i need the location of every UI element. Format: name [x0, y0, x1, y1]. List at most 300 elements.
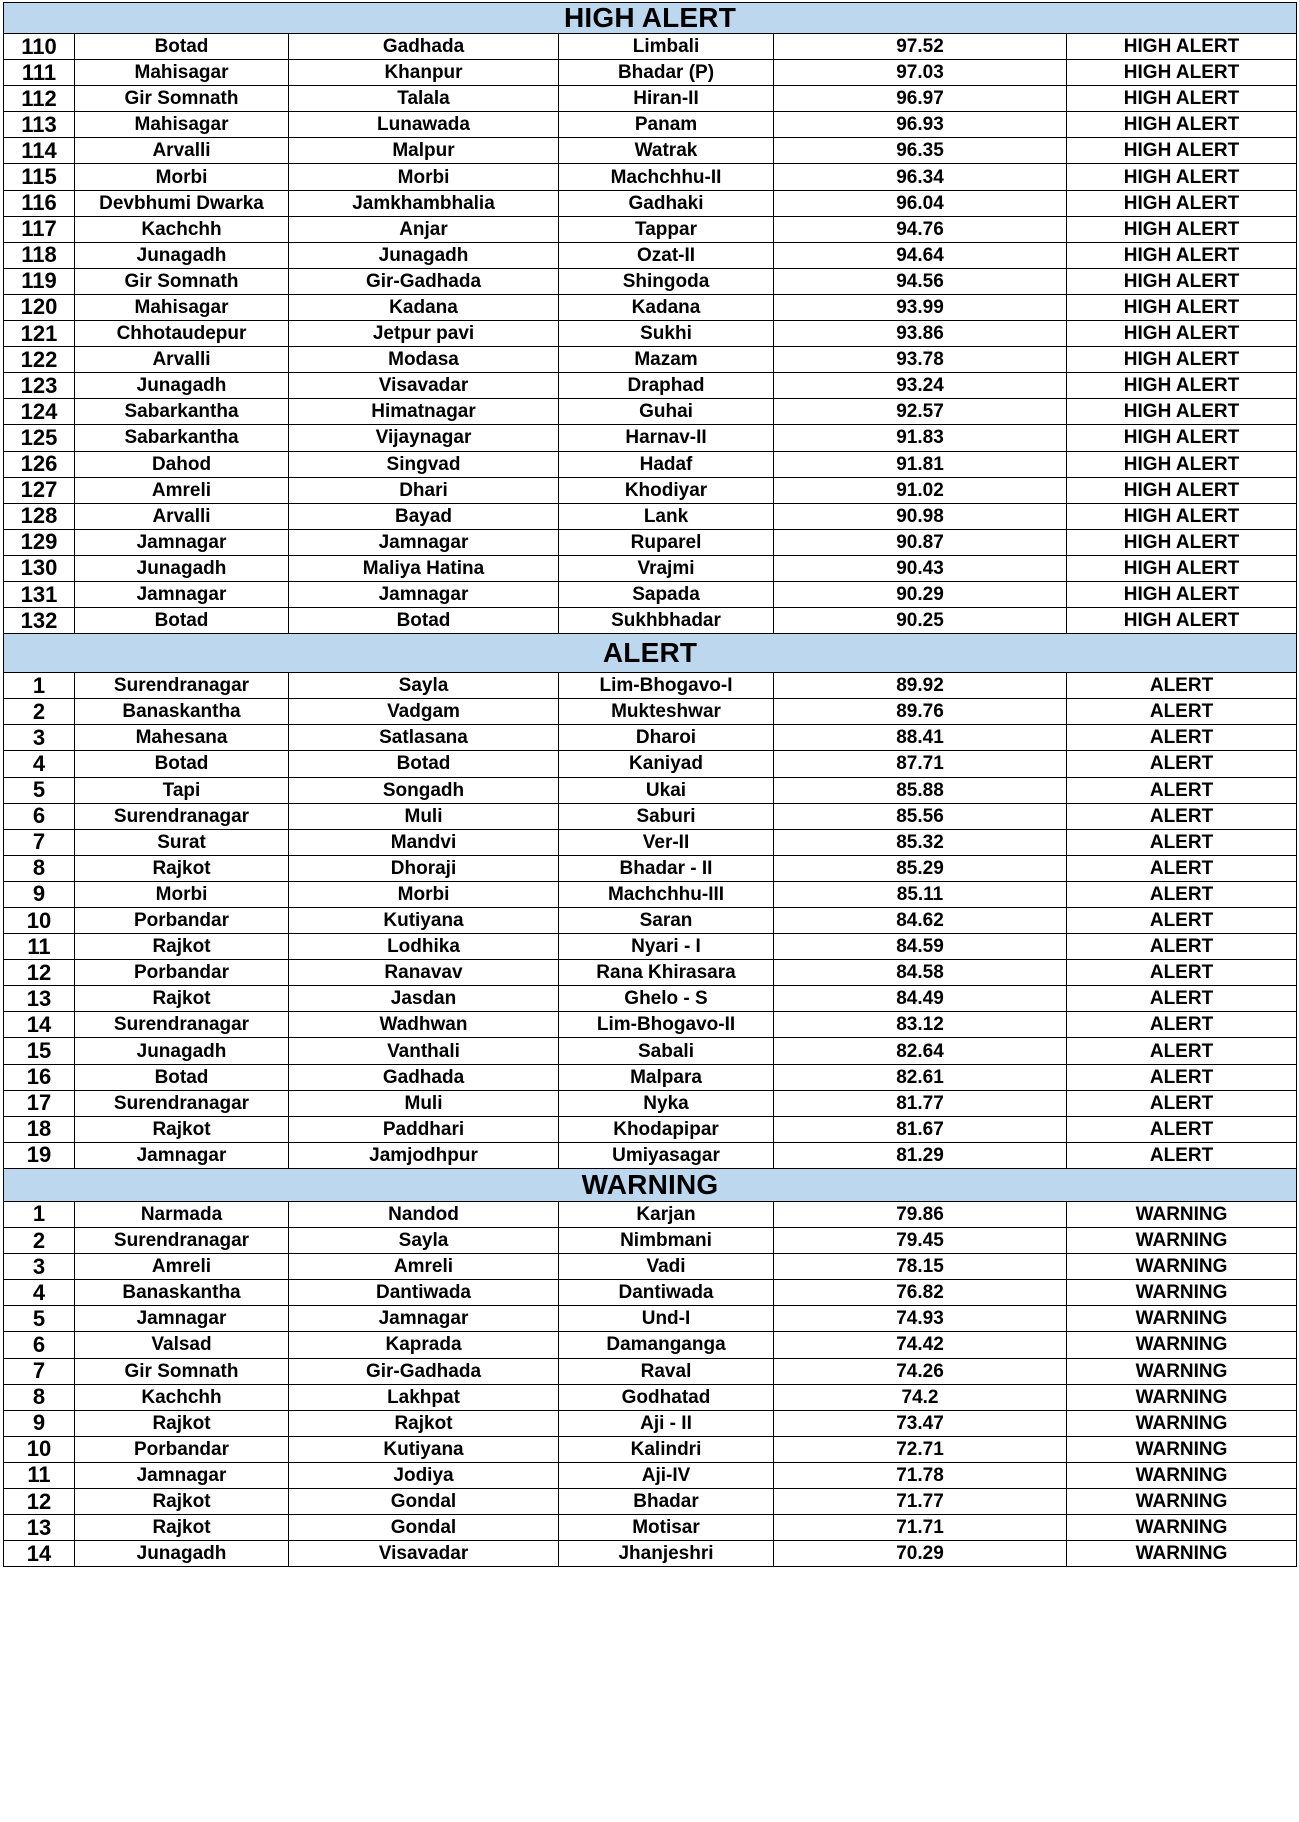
district-cell: Amreli: [75, 1254, 289, 1280]
storage-percent-cell: 96.35: [774, 138, 1067, 164]
storage-percent-cell: 81.77: [774, 1090, 1067, 1116]
dam-status-table: [3, 2, 1297, 1567]
serial-number-cell: 8: [4, 1384, 75, 1410]
district-cell: Botad: [75, 34, 289, 60]
taluka-cell: Jamnagar: [289, 581, 559, 607]
serial-number-cell: 11: [4, 934, 75, 960]
taluka-cell: Amreli: [289, 1254, 559, 1280]
storage-percent-cell: 74.93: [774, 1306, 1067, 1332]
district-cell: Porbandar: [75, 908, 289, 934]
alert-status-cell: ALERT: [1067, 934, 1297, 960]
dam-name-cell: Saran: [559, 908, 774, 934]
serial-number-cell: 7: [4, 1358, 75, 1384]
serial-number-cell: 112: [4, 86, 75, 112]
taluka-cell: Dantiwada: [289, 1280, 559, 1306]
table-row: [4, 829, 1297, 855]
alert-status-cell: WARNING: [1067, 1306, 1297, 1332]
serial-number-cell: 10: [4, 1436, 75, 1462]
storage-percent-cell: 82.64: [774, 1038, 1067, 1064]
table-row: [4, 347, 1297, 373]
serial-number-cell: 13: [4, 1515, 75, 1541]
storage-percent-cell: 79.86: [774, 1201, 1067, 1227]
district-cell: Chhotaudepur: [75, 321, 289, 347]
table-row: [4, 321, 1297, 347]
dam-name-cell: Gadhaki: [559, 190, 774, 216]
alert-status-cell: ALERT: [1067, 725, 1297, 751]
serial-number-cell: 117: [4, 216, 75, 242]
storage-percent-cell: 85.29: [774, 855, 1067, 881]
alert-status-cell: WARNING: [1067, 1462, 1297, 1488]
table-row: [4, 216, 1297, 242]
district-cell: Surendranagar: [75, 803, 289, 829]
dam-name-cell: Kalindri: [559, 1436, 774, 1462]
section-title: WARNING: [4, 1168, 1297, 1201]
alert-status-cell: ALERT: [1067, 960, 1297, 986]
storage-percent-cell: 78.15: [774, 1254, 1067, 1280]
alert-status-cell: ALERT: [1067, 777, 1297, 803]
district-cell: Surendranagar: [75, 1012, 289, 1038]
dam-name-cell: Godhatad: [559, 1384, 774, 1410]
taluka-cell: Kaprada: [289, 1332, 559, 1358]
serial-number-cell: 10: [4, 908, 75, 934]
district-cell: Sabarkantha: [75, 399, 289, 425]
table-row: [4, 986, 1297, 1012]
district-cell: Rajkot: [75, 855, 289, 881]
alert-status-cell: ALERT: [1067, 881, 1297, 907]
serial-number-cell: 3: [4, 725, 75, 751]
district-cell: Rajkot: [75, 1488, 289, 1514]
table-row: [4, 1090, 1297, 1116]
district-cell: Surendranagar: [75, 673, 289, 699]
serial-number-cell: 12: [4, 960, 75, 986]
district-cell: Jamnagar: [75, 1142, 289, 1168]
table-row: [4, 1201, 1297, 1227]
dam-name-cell: Motisar: [559, 1515, 774, 1541]
table-row: [4, 399, 1297, 425]
alert-status-cell: WARNING: [1067, 1358, 1297, 1384]
dam-name-cell: Tappar: [559, 216, 774, 242]
serial-number-cell: 1: [4, 673, 75, 699]
dam-name-cell: Bhadar: [559, 1488, 774, 1514]
alert-status-cell: ALERT: [1067, 1038, 1297, 1064]
serial-number-cell: 110: [4, 34, 75, 60]
alert-status-cell: HIGH ALERT: [1067, 216, 1297, 242]
taluka-cell: Visavadar: [289, 1541, 559, 1567]
dam-name-cell: Damanganga: [559, 1332, 774, 1358]
dam-name-cell: Kadana: [559, 294, 774, 320]
taluka-cell: Nandod: [289, 1201, 559, 1227]
dam-name-cell: Nyka: [559, 1090, 774, 1116]
serial-number-cell: 113: [4, 112, 75, 138]
serial-number-cell: 14: [4, 1541, 75, 1567]
storage-percent-cell: 93.99: [774, 294, 1067, 320]
dam-name-cell: Jhanjeshri: [559, 1541, 774, 1567]
serial-number-cell: 132: [4, 608, 75, 634]
taluka-cell: Gondal: [289, 1488, 559, 1514]
alert-status-cell: WARNING: [1067, 1410, 1297, 1436]
dam-name-cell: Mukteshwar: [559, 699, 774, 725]
district-cell: Sabarkantha: [75, 425, 289, 451]
dam-name-cell: Machchhu-II: [559, 164, 774, 190]
dam-name-cell: Bhadar - II: [559, 855, 774, 881]
taluka-cell: Jamkhambhalia: [289, 190, 559, 216]
alert-status-cell: HIGH ALERT: [1067, 190, 1297, 216]
dam-name-cell: Aji-IV: [559, 1462, 774, 1488]
storage-percent-cell: 94.76: [774, 216, 1067, 242]
district-cell: Banaskantha: [75, 1280, 289, 1306]
table-row: [4, 503, 1297, 529]
dam-name-cell: Umiyasagar: [559, 1142, 774, 1168]
district-cell: Porbandar: [75, 960, 289, 986]
serial-number-cell: 129: [4, 529, 75, 555]
serial-number-cell: 14: [4, 1012, 75, 1038]
alert-status-cell: HIGH ALERT: [1067, 373, 1297, 399]
section-title: ALERT: [4, 634, 1297, 673]
serial-number-cell: 7: [4, 829, 75, 855]
alert-status-cell: HIGH ALERT: [1067, 581, 1297, 607]
alert-status-cell: ALERT: [1067, 1012, 1297, 1038]
taluka-cell: Songadh: [289, 777, 559, 803]
dam-name-cell: Ruparel: [559, 529, 774, 555]
storage-percent-cell: 96.34: [774, 164, 1067, 190]
alert-status-cell: HIGH ALERT: [1067, 477, 1297, 503]
dam-name-cell: Und-I: [559, 1306, 774, 1332]
storage-percent-cell: 85.56: [774, 803, 1067, 829]
taluka-cell: Malpur: [289, 138, 559, 164]
storage-percent-cell: 91.02: [774, 477, 1067, 503]
taluka-cell: Kutiyana: [289, 908, 559, 934]
dam-name-cell: Lim-Bhogavo-I: [559, 673, 774, 699]
dam-name-cell: Hadaf: [559, 451, 774, 477]
table-row: [4, 1038, 1297, 1064]
district-cell: Valsad: [75, 1332, 289, 1358]
storage-percent-cell: 71.71: [774, 1515, 1067, 1541]
dam-name-cell: Hiran-II: [559, 86, 774, 112]
taluka-cell: Botad: [289, 608, 559, 634]
taluka-cell: Gir-Gadhada: [289, 1358, 559, 1384]
taluka-cell: Jamnagar: [289, 1306, 559, 1332]
taluka-cell: Muli: [289, 803, 559, 829]
district-cell: Mahesana: [75, 725, 289, 751]
district-cell: Botad: [75, 608, 289, 634]
dam-name-cell: Sabali: [559, 1038, 774, 1064]
storage-percent-cell: 85.88: [774, 777, 1067, 803]
district-cell: Jamnagar: [75, 1306, 289, 1332]
alert-status-cell: ALERT: [1067, 1116, 1297, 1142]
serial-number-cell: 6: [4, 1332, 75, 1358]
serial-number-cell: 19: [4, 1142, 75, 1168]
dam-name-cell: Khodiyar: [559, 477, 774, 503]
table-row: [4, 112, 1297, 138]
district-cell: Tapi: [75, 777, 289, 803]
table-row: [4, 1280, 1297, 1306]
dam-name-cell: Dantiwada: [559, 1280, 774, 1306]
district-cell: Rajkot: [75, 986, 289, 1012]
taluka-cell: Jodiya: [289, 1462, 559, 1488]
serial-number-cell: 125: [4, 425, 75, 451]
district-cell: Junagadh: [75, 1038, 289, 1064]
dam-name-cell: Sapada: [559, 581, 774, 607]
section-header-row: [4, 3, 1297, 34]
storage-percent-cell: 74.42: [774, 1332, 1067, 1358]
storage-percent-cell: 85.32: [774, 829, 1067, 855]
alert-status-cell: HIGH ALERT: [1067, 555, 1297, 581]
storage-percent-cell: 87.71: [774, 751, 1067, 777]
alert-status-cell: ALERT: [1067, 1090, 1297, 1116]
taluka-cell: Junagadh: [289, 242, 559, 268]
table-row: [4, 1228, 1297, 1254]
dam-name-cell: Karjan: [559, 1201, 774, 1227]
storage-percent-cell: 97.03: [774, 60, 1067, 86]
serial-number-cell: 118: [4, 242, 75, 268]
taluka-cell: Kadana: [289, 294, 559, 320]
serial-number-cell: 124: [4, 399, 75, 425]
table-row: [4, 190, 1297, 216]
taluka-cell: Gadhada: [289, 1064, 559, 1090]
taluka-cell: Himatnagar: [289, 399, 559, 425]
table-row: [4, 581, 1297, 607]
district-cell: Arvalli: [75, 503, 289, 529]
storage-percent-cell: 84.58: [774, 960, 1067, 986]
district-cell: Jamnagar: [75, 529, 289, 555]
taluka-cell: Vanthali: [289, 1038, 559, 1064]
alert-status-cell: ALERT: [1067, 751, 1297, 777]
storage-percent-cell: 93.24: [774, 373, 1067, 399]
taluka-cell: Satlasana: [289, 725, 559, 751]
district-cell: Banaskantha: [75, 699, 289, 725]
district-cell: Dahod: [75, 451, 289, 477]
alert-status-cell: WARNING: [1067, 1436, 1297, 1462]
serial-number-cell: 9: [4, 1410, 75, 1436]
taluka-cell: Vadgam: [289, 699, 559, 725]
storage-percent-cell: 91.81: [774, 451, 1067, 477]
alert-status-cell: HIGH ALERT: [1067, 347, 1297, 373]
taluka-cell: Dhoraji: [289, 855, 559, 881]
table-row: [4, 960, 1297, 986]
dam-name-cell: Lank: [559, 503, 774, 529]
taluka-cell: Lunawada: [289, 112, 559, 138]
storage-percent-cell: 94.56: [774, 268, 1067, 294]
serial-number-cell: 16: [4, 1064, 75, 1090]
table-row: [4, 1142, 1297, 1168]
storage-percent-cell: 85.11: [774, 881, 1067, 907]
dam-name-cell: Sukhbhadar: [559, 608, 774, 634]
taluka-cell: Lakhpat: [289, 1384, 559, 1410]
district-cell: Kachchh: [75, 1384, 289, 1410]
table-row: [4, 1332, 1297, 1358]
district-cell: Jamnagar: [75, 581, 289, 607]
table-row: [4, 1306, 1297, 1332]
taluka-cell: Mandvi: [289, 829, 559, 855]
district-cell: Gir Somnath: [75, 268, 289, 294]
taluka-cell: Muli: [289, 1090, 559, 1116]
district-cell: Devbhumi Dwarka: [75, 190, 289, 216]
district-cell: Mahisagar: [75, 294, 289, 320]
storage-percent-cell: 96.97: [774, 86, 1067, 112]
table-row: [4, 138, 1297, 164]
serial-number-cell: 119: [4, 268, 75, 294]
dam-name-cell: Raval: [559, 1358, 774, 1384]
taluka-cell: Dhari: [289, 477, 559, 503]
district-cell: Surat: [75, 829, 289, 855]
taluka-cell: Jamnagar: [289, 529, 559, 555]
table-row: [4, 555, 1297, 581]
storage-percent-cell: 83.12: [774, 1012, 1067, 1038]
storage-percent-cell: 97.52: [774, 34, 1067, 60]
district-cell: Kachchh: [75, 216, 289, 242]
table-row: [4, 608, 1297, 634]
district-cell: Rajkot: [75, 1410, 289, 1436]
taluka-cell: Jamjodhpur: [289, 1142, 559, 1168]
table-row: [4, 477, 1297, 503]
alert-status-cell: HIGH ALERT: [1067, 242, 1297, 268]
district-cell: Botad: [75, 1064, 289, 1090]
table-row: [4, 777, 1297, 803]
serial-number-cell: 116: [4, 190, 75, 216]
alert-status-cell: HIGH ALERT: [1067, 294, 1297, 320]
serial-number-cell: 8: [4, 855, 75, 881]
serial-number-cell: 15: [4, 1038, 75, 1064]
table-row: [4, 164, 1297, 190]
alert-status-cell: WARNING: [1067, 1201, 1297, 1227]
alert-status-cell: ALERT: [1067, 855, 1297, 881]
district-cell: Junagadh: [75, 373, 289, 399]
taluka-cell: Anjar: [289, 216, 559, 242]
alert-status-cell: ALERT: [1067, 673, 1297, 699]
storage-percent-cell: 96.93: [774, 112, 1067, 138]
dam-name-cell: Sukhi: [559, 321, 774, 347]
serial-number-cell: 5: [4, 1306, 75, 1332]
taluka-cell: Vijaynagar: [289, 425, 559, 451]
alert-status-cell: WARNING: [1067, 1254, 1297, 1280]
dam-name-cell: Limbali: [559, 34, 774, 60]
dam-name-cell: Mazam: [559, 347, 774, 373]
serial-number-cell: 130: [4, 555, 75, 581]
table-row: [4, 1515, 1297, 1541]
district-cell: Porbandar: [75, 1436, 289, 1462]
district-cell: Morbi: [75, 164, 289, 190]
table-row: [4, 725, 1297, 751]
dam-name-cell: Ver-II: [559, 829, 774, 855]
storage-percent-cell: 89.92: [774, 673, 1067, 699]
table-row: [4, 242, 1297, 268]
alert-status-cell: ALERT: [1067, 1064, 1297, 1090]
table-row: [4, 934, 1297, 960]
storage-percent-cell: 70.29: [774, 1541, 1067, 1567]
taluka-cell: Bayad: [289, 503, 559, 529]
storage-percent-cell: 82.61: [774, 1064, 1067, 1090]
table-row: [4, 881, 1297, 907]
serial-number-cell: 12: [4, 1488, 75, 1514]
storage-percent-cell: 84.59: [774, 934, 1067, 960]
storage-percent-cell: 76.82: [774, 1280, 1067, 1306]
storage-percent-cell: 81.67: [774, 1116, 1067, 1142]
serial-number-cell: 11: [4, 1462, 75, 1488]
district-cell: Arvalli: [75, 138, 289, 164]
storage-percent-cell: 84.62: [774, 908, 1067, 934]
alert-status-cell: HIGH ALERT: [1067, 425, 1297, 451]
alert-status-cell: HIGH ALERT: [1067, 321, 1297, 347]
district-cell: Surendranagar: [75, 1090, 289, 1116]
dam-name-cell: Ukai: [559, 777, 774, 803]
table-row: [4, 373, 1297, 399]
table-row: [4, 425, 1297, 451]
dam-name-cell: Malpara: [559, 1064, 774, 1090]
taluka-cell: Paddhari: [289, 1116, 559, 1142]
alert-status-cell: HIGH ALERT: [1067, 60, 1297, 86]
table-row: [4, 1012, 1297, 1038]
alert-status-cell: HIGH ALERT: [1067, 503, 1297, 529]
serial-number-cell: 120: [4, 294, 75, 320]
section-title: HIGH ALERT: [4, 3, 1297, 34]
serial-number-cell: 122: [4, 347, 75, 373]
serial-number-cell: 3: [4, 1254, 75, 1280]
storage-percent-cell: 74.2: [774, 1384, 1067, 1410]
district-cell: Rajkot: [75, 934, 289, 960]
taluka-cell: Khanpur: [289, 60, 559, 86]
table-row: [4, 268, 1297, 294]
table-row: [4, 803, 1297, 829]
storage-percent-cell: 79.45: [774, 1228, 1067, 1254]
table-row: [4, 1116, 1297, 1142]
alert-status-cell: HIGH ALERT: [1067, 34, 1297, 60]
dam-name-cell: Nyari - I: [559, 934, 774, 960]
district-cell: Gir Somnath: [75, 86, 289, 112]
serial-number-cell: 1: [4, 1201, 75, 1227]
taluka-cell: Gadhada: [289, 34, 559, 60]
dam-name-cell: Nimbmani: [559, 1228, 774, 1254]
dam-name-cell: Shingoda: [559, 268, 774, 294]
table-row: [4, 673, 1297, 699]
table-row: [4, 1358, 1297, 1384]
alert-status-cell: WARNING: [1067, 1228, 1297, 1254]
taluka-cell: Jetpur pavi: [289, 321, 559, 347]
storage-percent-cell: 93.86: [774, 321, 1067, 347]
alert-status-cell: WARNING: [1067, 1541, 1297, 1567]
dam-name-cell: Ozat-II: [559, 242, 774, 268]
taluka-cell: Gir-Gadhada: [289, 268, 559, 294]
dam-name-cell: Vrajmi: [559, 555, 774, 581]
taluka-cell: Gondal: [289, 1515, 559, 1541]
alert-status-cell: HIGH ALERT: [1067, 164, 1297, 190]
storage-percent-cell: 74.26: [774, 1358, 1067, 1384]
table-row: [4, 1436, 1297, 1462]
district-cell: Mahisagar: [75, 60, 289, 86]
alert-status-cell: HIGH ALERT: [1067, 112, 1297, 138]
storage-percent-cell: 90.25: [774, 608, 1067, 634]
taluka-cell: Lodhika: [289, 934, 559, 960]
serial-number-cell: 126: [4, 451, 75, 477]
dam-name-cell: Machchhu-III: [559, 881, 774, 907]
dam-name-cell: Aji - II: [559, 1410, 774, 1436]
storage-percent-cell: 72.71: [774, 1436, 1067, 1462]
section-header-row: [4, 1168, 1297, 1201]
table-row: [4, 1410, 1297, 1436]
table-row: [4, 1488, 1297, 1514]
district-cell: Junagadh: [75, 242, 289, 268]
table-row: [4, 60, 1297, 86]
serial-number-cell: 4: [4, 751, 75, 777]
table-row: [4, 1064, 1297, 1090]
district-cell: Arvalli: [75, 347, 289, 373]
alert-status-cell: ALERT: [1067, 908, 1297, 934]
table-row: [4, 751, 1297, 777]
dam-name-cell: Watrak: [559, 138, 774, 164]
table-row: [4, 294, 1297, 320]
storage-percent-cell: 93.78: [774, 347, 1067, 373]
taluka-cell: Talala: [289, 86, 559, 112]
alert-status-cell: WARNING: [1067, 1488, 1297, 1514]
